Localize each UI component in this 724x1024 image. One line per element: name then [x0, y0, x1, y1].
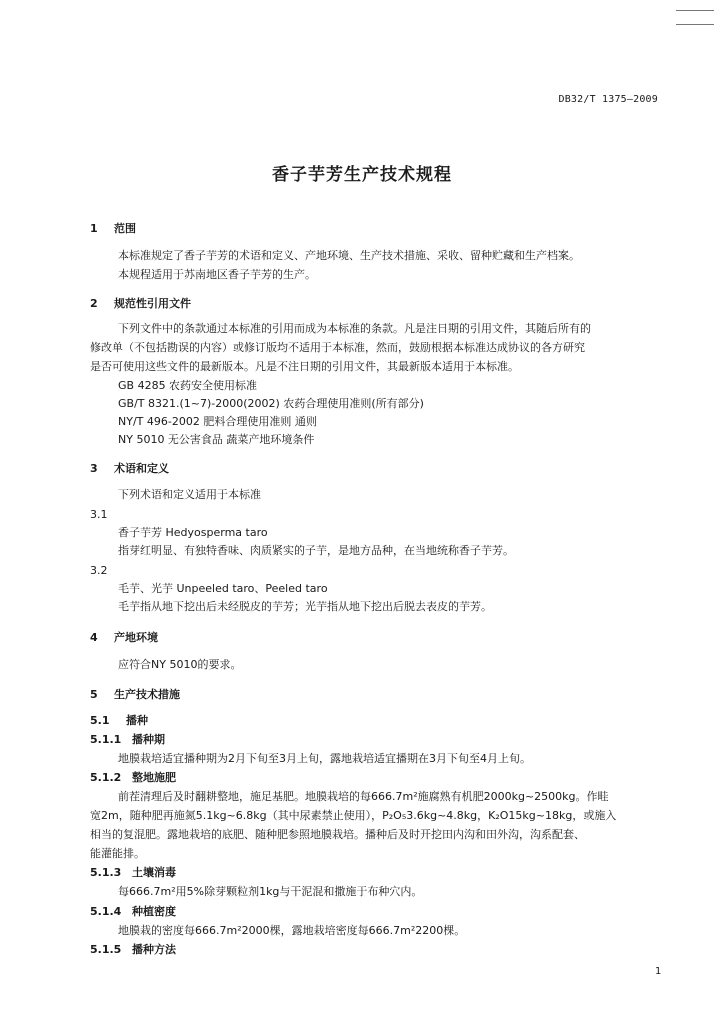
subsection-title: 播种	[126, 714, 148, 727]
paragraph: 应符合NY 5010的要求。	[118, 658, 242, 671]
reference-item: GB 4285 农药安全使用标准	[118, 379, 258, 392]
subsection-5-1-3-heading	[90, 866, 666, 880]
paragraph: 是否可使用这些文件的最新版本。凡是不注日期的引用文件，其最新版本适用于本标准。	[90, 360, 519, 373]
paragraph: 宽2m，随种肥再施氮5.1kg~6.8kg（其中尿素禁止使用），P₂O₅3.6kg~4.8kg，K₂O15kg~18kg，或施入	[90, 809, 617, 822]
paragraph: 能灌能排。	[90, 847, 145, 860]
subsection-title: 种植密度	[132, 905, 176, 918]
subsection-5-1-2-heading	[90, 771, 666, 785]
document-title: 香子芋芳生产技术规程	[272, 165, 452, 185]
subsection-number: 5.1	[90, 714, 110, 727]
section-title: 范围	[114, 222, 136, 235]
subsection-number: 5.1.3	[90, 866, 122, 879]
paragraph: 本标准规定了香子芋芳的术语和定义、产地环境、生产技术措施、采收、留种贮藏和生产档案。	[118, 249, 580, 262]
paragraph: 相当的复混肥。露地栽培的底肥、随种肥参照地膜栽培。播种后及时开挖田内沟和田外沟，沟系配套、	[90, 828, 585, 841]
scan-mark-top	[676, 10, 714, 11]
reference-item: NY 5010 无公害食品 蔬菜产地环境条件	[118, 433, 315, 446]
paragraph: 修改单（不包括勘误的内容）或修订版均不适用于本标准，然而，鼓励根据本标准达成协议的各方研究	[90, 341, 585, 354]
section-title: 术语和定义	[114, 462, 169, 475]
paragraph: 前茬清理后及时翻耕整地，施足基肥。地膜栽培的每666.7m²施腐熟有机肥2000kg~2500kg。作畦	[118, 790, 609, 803]
section-title: 产地环境	[114, 631, 158, 644]
subsection-5-1-4-heading	[90, 905, 666, 919]
paragraph: 下列文件中的条款通过本标准的引用而成为本标准的条款。凡是注日期的引用文件，其随后所有的	[118, 322, 591, 335]
subsection-5-1-1-heading	[90, 733, 666, 747]
section-2-heading	[90, 297, 666, 311]
section-number: 5	[90, 688, 98, 701]
term-definition: 指芽红明显、有独特香味、肉质紧实的子芋，是地方品种，在当地统称香子芋芳。	[118, 544, 514, 557]
subsection-number: 5.1.5	[90, 943, 122, 956]
section-title: 规范性引用文件	[114, 297, 191, 310]
subsection-number: 5.1.4	[90, 905, 122, 918]
section-5-heading	[90, 688, 666, 702]
term-name: 毛芋、光芋 Unpeeled taro、Peeled taro	[118, 582, 328, 595]
paragraph: 地膜栽培适宜播种期为2月下旬至3月上旬，露地栽培适宜播期在3月下旬至4月上旬。	[118, 752, 531, 765]
section-number: 4	[90, 631, 98, 644]
subsection-number: 5.1.1	[90, 733, 122, 746]
standard-number: DB32/T 1375—2009	[558, 94, 658, 105]
paragraph: 每666.7m²用5%除芽颗粒剂1kg与干泥混和撒施于布种穴内。	[118, 885, 423, 898]
section-number: 2	[90, 297, 98, 310]
reference-item: NY/T 496-2002 肥料合理使用准则 通则	[118, 415, 317, 428]
paragraph: 下列术语和定义适用于本标准	[118, 488, 261, 501]
term-number: 3.2	[90, 564, 108, 577]
subsection-title: 播种期	[132, 733, 165, 746]
section-title: 生产技术措施	[114, 688, 180, 701]
subsection-title: 土壤消毒	[132, 866, 176, 879]
paragraph: 地膜栽的密度每666.7m²2000棵，露地栽培密度每666.7m²2200棵。	[118, 924, 466, 937]
section-1-heading	[90, 222, 666, 236]
subsection-title: 整地施肥	[132, 771, 176, 784]
scan-mark-bottom	[676, 24, 714, 25]
term-number: 3.1	[90, 508, 108, 521]
subsection-5-1-heading	[90, 714, 666, 728]
page-number: 1	[655, 966, 662, 977]
subsection-title: 播种方法	[132, 943, 176, 956]
reference-item: GB/T 8321.(1~7)-2000(2002) 农药合理使用准则(所有部分)	[118, 397, 424, 410]
term-definition: 毛芋指从地下挖出后未经脱皮的芋芳；光芋指从地下挖出后脱去表皮的芋芳。	[118, 600, 492, 613]
paragraph: 本规程适用于苏南地区香子芋芳的生产。	[118, 268, 316, 281]
section-4-heading	[90, 631, 666, 645]
section-number: 3	[90, 462, 98, 475]
subsection-5-1-5-heading	[90, 943, 666, 957]
term-name: 香子芋芳 Hedyosperma taro	[118, 526, 268, 539]
section-3-heading	[90, 462, 666, 476]
subsection-number: 5.1.2	[90, 771, 122, 784]
section-number: 1	[90, 222, 98, 235]
